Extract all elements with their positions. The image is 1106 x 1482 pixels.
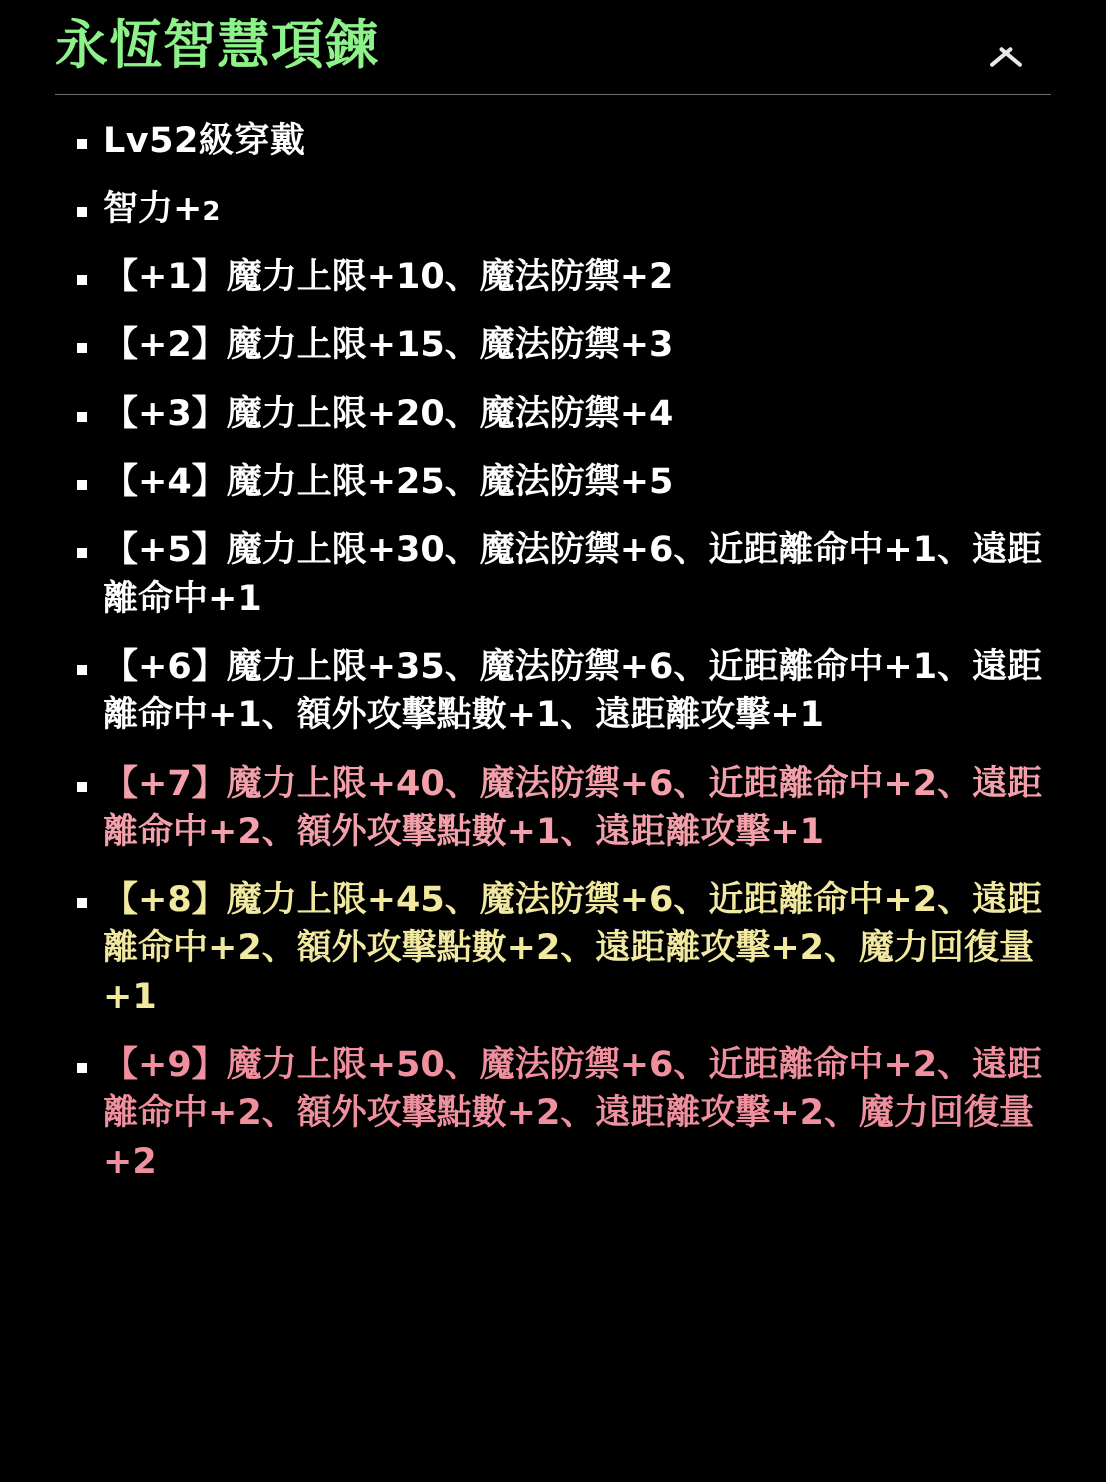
list-item-enhance-4 (55, 458, 1051, 506)
chevron-up-icon (986, 26, 1026, 66)
list-item-enhance-2 (55, 321, 1051, 369)
list-item-enhance-3 (55, 390, 1051, 438)
enhance-level-4: 【+4】 (103, 462, 227, 503)
enhance-level-5: 【+5】 (103, 530, 227, 571)
collapse-toggle-button[interactable] (971, 16, 1041, 76)
list-item-intelligence (55, 185, 1051, 233)
enhance-text-6: 魔力上限+35、魔法防禦+6、近距離命中+1、遠距離命中+1、額外攻擊點數+1、遠距離攻擊+1 (103, 646, 1043, 736)
intelligence-label: 智力+ (103, 188, 203, 229)
enhance-level-2: 【+2】 (103, 325, 227, 366)
intelligence-value: 2 (202, 196, 221, 227)
enhance-level-7: 【+7】 (103, 763, 227, 804)
enhance-level-1: 【+1】 (103, 257, 227, 298)
list-item-enhance-6 (55, 643, 1051, 740)
enhance-level-9: 【+9】 (103, 1045, 227, 1086)
enhance-text-2: 魔力上限+15、魔法防禦+3 (226, 325, 674, 366)
enhance-level-8: 【+8】 (103, 880, 227, 921)
enhance-text-4: 魔力上限+25、魔法防禦+5 (226, 462, 674, 503)
enhance-level-3: 【+3】 (103, 393, 227, 434)
list-item-enhance-8 (55, 876, 1051, 1021)
enhance-text-1: 魔力上限+10、魔法防禦+2 (226, 257, 674, 298)
item-stat-list (55, 95, 1051, 1186)
enhance-text-7: 魔力上限+40、魔法防禦+6、近距離命中+2、遠距離命中+2、額外攻擊點數+1、遠距離攻擊+1 (103, 763, 1043, 852)
page-title: 永恆智慧項鍊 (55, 15, 379, 76)
enhance-text-8: 魔力上限+45、魔法防禦+6、近距離命中+2、遠距離命中+2、額外攻擊點數+2、遠距離攻擊+2、魔力回復量+1 (103, 880, 1043, 1017)
list-item-enhance-5 (55, 526, 1051, 623)
enhance-text-3: 魔力上限+20、魔法防禦+4 (226, 393, 674, 434)
panel-header (55, 0, 1051, 95)
list-item-enhance-9 (55, 1041, 1051, 1186)
enhance-text-5: 魔力上限+30、魔法防禦+6、近距離命中+1、遠距離命中+1 (103, 530, 1043, 619)
list-item-level-requirement: Lv52級穿戴 (55, 117, 1051, 165)
list-item-enhance-1 (55, 253, 1051, 301)
enhance-text-9: 魔力上限+50、魔法防禦+6、近距離命中+2、遠距離命中+2、額外攻擊點數+2、遠距離攻擊+2、魔力回復量+2 (103, 1045, 1043, 1182)
enhance-level-6: 【+6】 (103, 646, 227, 687)
list-item-enhance-7 (55, 760, 1051, 857)
